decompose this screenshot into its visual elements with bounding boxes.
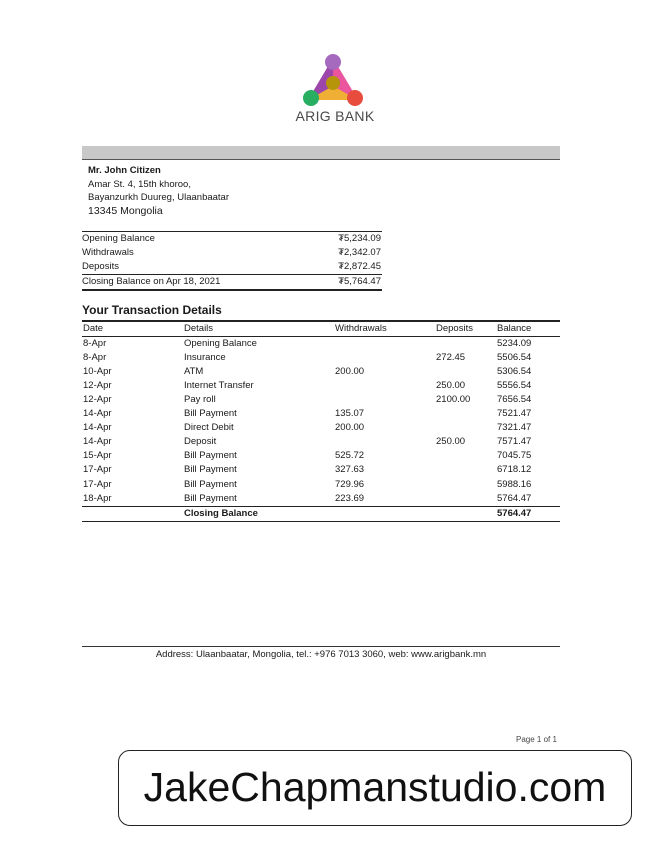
summary-label: Withdrawals xyxy=(82,247,134,258)
cell-date: 8-Apr xyxy=(83,351,107,363)
transactions-table xyxy=(82,320,560,522)
col-header-details: Details xyxy=(184,322,214,334)
cell-deposits: 250.00 xyxy=(436,379,466,391)
cell-withdrawals: 200.00 xyxy=(335,365,365,377)
col-header-withdrawals: Withdrawals xyxy=(335,322,387,334)
cell-balance: 5764.47 xyxy=(497,492,532,504)
cell-withdrawals: 135.07 xyxy=(335,408,365,420)
cell-date: 18-Apr xyxy=(83,492,112,504)
address-line: Bayanzurkh Duureg, Ulaanbaatar xyxy=(88,192,230,203)
summary-bottom-rule xyxy=(82,289,382,291)
customer-block xyxy=(88,164,229,218)
customer-name: Mr. John Citizen xyxy=(88,165,161,176)
table-row xyxy=(82,449,560,463)
cell-balance: 5234.09 xyxy=(497,337,532,349)
cell-date: 15-Apr xyxy=(83,450,112,462)
footer-address: Address: Ulaanbaatar, Mongolia, tel.: +976 7013 3060, web: www.arigbank.mn xyxy=(155,649,487,660)
table-header-row xyxy=(82,322,560,336)
cell-withdrawals: 200.00 xyxy=(335,422,365,434)
summary-row xyxy=(82,260,382,274)
cell-balance: 7521.47 xyxy=(497,408,532,420)
page-number: Page 1 of 1 xyxy=(516,735,557,744)
transactions-title: Your Transaction Details xyxy=(82,303,222,317)
col-header-date: Date xyxy=(83,322,104,334)
summary-value: ₮2,342.07 xyxy=(338,247,381,258)
cell-details: Internet Transfer xyxy=(184,379,254,391)
header-bar xyxy=(82,146,560,159)
table-row xyxy=(82,393,560,407)
cell-date: 10-Apr xyxy=(83,365,112,377)
cell-details: Direct Debit xyxy=(184,422,234,434)
table-row xyxy=(82,337,560,351)
summary-closing-row xyxy=(82,275,382,289)
cell-deposits: 272.45 xyxy=(436,351,466,363)
cell-date: 12-Apr xyxy=(83,379,112,391)
cell-balance: 7656.54 xyxy=(497,393,532,405)
cell-deposits: 250.00 xyxy=(436,436,466,448)
summary-closing-value: ₮5,764.47 xyxy=(338,276,381,287)
summary-row xyxy=(82,246,382,260)
summary-label: Deposits xyxy=(82,261,119,272)
col-header-balance: Balance xyxy=(497,322,532,334)
cell-date: 8-Apr xyxy=(83,337,107,349)
table-row xyxy=(82,492,560,506)
watermark-banner: JakeChapmanstudio.com xyxy=(118,750,632,826)
cell-details: Bill Payment xyxy=(184,478,237,490)
cell-details: Bill Payment xyxy=(184,464,237,476)
cell-date: 14-Apr xyxy=(83,408,112,420)
closing-balance-label: Closing Balance xyxy=(184,507,258,519)
cell-details: Opening Balance xyxy=(184,337,257,349)
cell-balance: 5556.54 xyxy=(497,379,532,391)
table-row xyxy=(82,351,560,365)
summary-value: ₮5,234.09 xyxy=(338,233,381,244)
cell-balance: 7571.47 xyxy=(497,436,532,448)
summary-row xyxy=(82,232,382,246)
cell-details: Deposit xyxy=(184,436,217,448)
summary-label: Opening Balance xyxy=(82,233,155,244)
cell-deposits: 2100.00 xyxy=(436,393,471,405)
closing-balance-value: 5764.47 xyxy=(497,507,532,519)
footer-rule xyxy=(82,646,560,647)
closing-balance-row xyxy=(82,507,560,521)
cell-details: Pay roll xyxy=(184,393,216,405)
cell-balance: 5306.54 xyxy=(497,365,532,377)
cell-details: ATM xyxy=(184,365,204,377)
header-divider xyxy=(82,159,560,160)
table-bottom-rule xyxy=(82,521,560,523)
table-row xyxy=(82,478,560,492)
cell-details: Insurance xyxy=(184,351,226,363)
address-line: 13345 Mongolia xyxy=(88,204,163,217)
cell-date: 17-Apr xyxy=(83,478,112,490)
account-summary xyxy=(82,231,382,291)
cell-balance: 6718.12 xyxy=(497,464,532,476)
bank-name: ARIG BANK xyxy=(295,108,375,124)
cell-date: 12-Apr xyxy=(83,393,112,405)
cell-withdrawals: 525.72 xyxy=(335,450,365,462)
summary-value: ₮2,872.45 xyxy=(338,261,381,272)
cell-withdrawals: 327.63 xyxy=(335,464,365,476)
cell-balance: 7321.47 xyxy=(497,422,532,434)
table-row xyxy=(82,407,560,421)
cell-withdrawals: 223.69 xyxy=(335,492,365,504)
cell-date: 14-Apr xyxy=(83,422,112,434)
cell-details: Bill Payment xyxy=(184,450,237,462)
cell-date: 17-Apr xyxy=(83,464,112,476)
col-header-deposits: Deposits xyxy=(436,322,473,334)
bank-logo xyxy=(300,52,366,110)
cell-withdrawals: 729.96 xyxy=(335,478,365,490)
cell-date: 14-Apr xyxy=(83,436,112,448)
table-row xyxy=(82,379,560,393)
cell-balance: 5506.54 xyxy=(497,351,532,363)
transaction-rows xyxy=(82,337,560,506)
table-row xyxy=(82,421,560,435)
table-row xyxy=(82,365,560,379)
cell-details: Bill Payment xyxy=(184,408,237,420)
cell-details: Bill Payment xyxy=(184,492,237,504)
cell-balance: 7045.75 xyxy=(497,450,532,462)
table-row xyxy=(82,435,560,449)
address-line: Amar St. 4, 15th khoroo, xyxy=(88,178,191,190)
cell-balance: 5988.16 xyxy=(497,478,532,490)
table-row xyxy=(82,463,560,477)
summary-closing-label: Closing Balance on Apr 18, 2021 xyxy=(82,276,221,287)
